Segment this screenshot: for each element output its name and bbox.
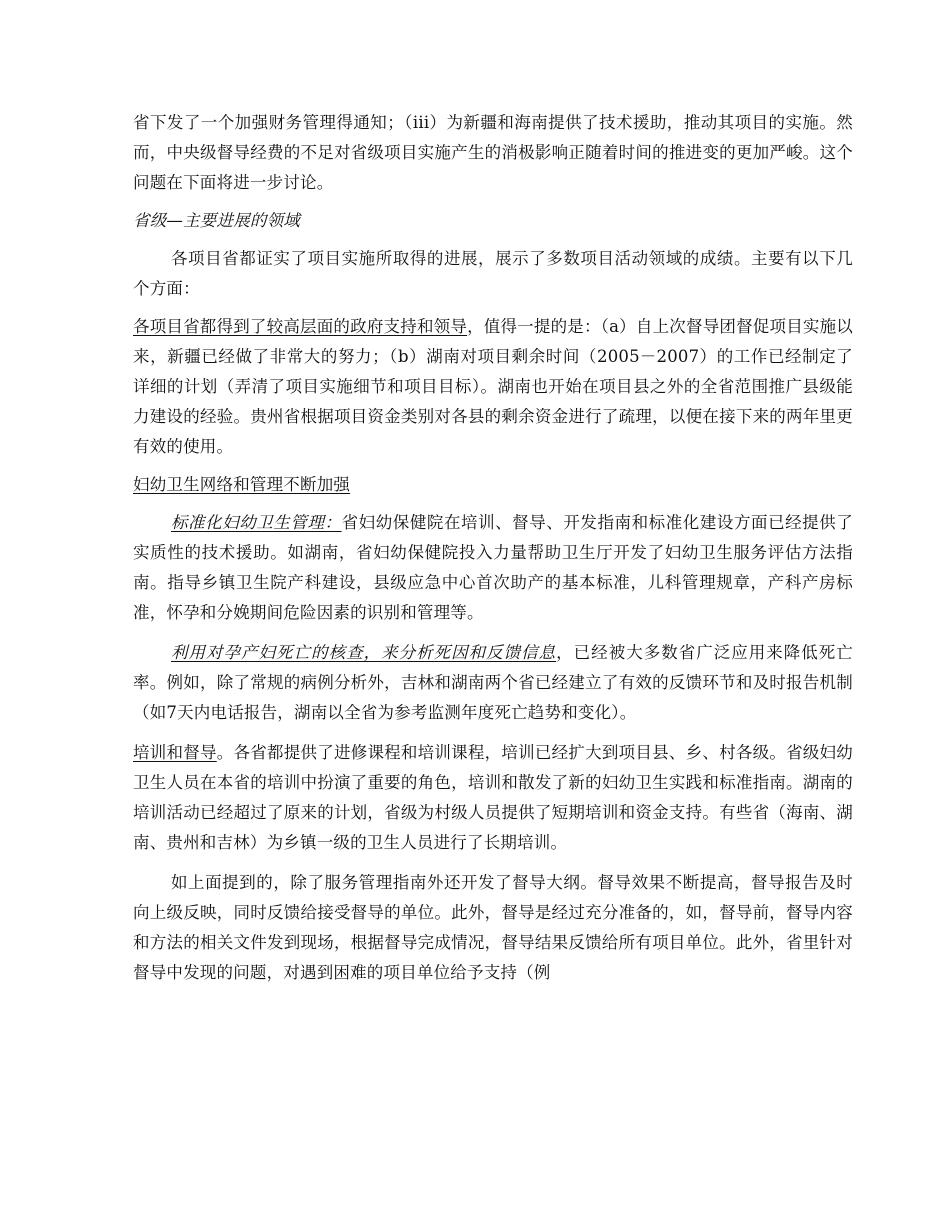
- paragraph-supervision-outline: 如上面提到的，除了服务管理指南外还开发了督导大纲。督导效果不断提高，督导报告及时向上级反映，同时反馈给接受督导的单位。此外，督导是经过充分准备的，如，督导前，督导内容和方法的相关文件发到现场，根据督导完成情况，督导结果反馈给所有项目单位。此外，省里针对督导中发现的问题，对遇到困难的项目单位给予支持（例: [133, 873, 853, 982]
- paragraph-maternal-death-review: [133, 638, 853, 728]
- paragraph-standardized-management-text: 省妇幼保健院在培训、督导、开发指南和标准化建设方面已经提供了实质性的技术援助。如湖南，省妇幼保健院投入力量帮助卫生厅开发了妇幼卫生服务评估方法指南。指导乡镇卫生院产科建设，县级应急中心首次助产的基本标准，儿科管理规章，产科产房标准，怀孕和分娩期间危险因素的识别和管理等。: [133, 513, 854, 622]
- underlined-heading-government-support: 各项目省都得到了较高层面的政府支持和领导: [133, 317, 468, 336]
- paragraph-training-supervision-text: 。各省都提供了进修课程和培训课程，培训已经扩大到项目县、乡、村各级。省级妇幼卫生人员在本省的培训中扮演了重要的角色，培训和散发了新的妇幼卫生实践和标准指南。湖南的培训活动已经超过了原来的计划，省级为村级人员提供了短期培训和资金支持。有些省（海南、湖南、贵州和吉林）为乡镇一级的卫生人员进行了长期培训。: [133, 743, 853, 852]
- paragraph-training-supervision: [133, 738, 853, 858]
- italic-heading-standardized-management: 标准化妇幼卫生管理：: [171, 513, 342, 532]
- paragraph-maternal-death-review-text: ，已经被大多数省广泛应用来降低死亡率。例如，除了常规的病例分析外，吉林和湖南两个省已经建立了有效的反馈环节和及时报告机制（如7天内电话报告，湖南以全省为参考监测年度死亡趋势和变化）。: [133, 643, 853, 722]
- underlined-heading-training-supervision: 培训和督导: [133, 743, 217, 762]
- paragraph-government-support-text: ，值得一提的是：（a）自上次督导团督促项目实施以来，新疆已经做了非常大的努力；（b）湖南对项目剩余时间（2005－2007）的工作已经制定了详细的计划（弄清了项目实施细节和项目目标）。湖南也开始在项目县之外的全省范围推广县级能力建设的经验。贵州省根据项目资金类别对各县的剩余资金进行了疏理，以便在接下来的两年里更有效的使用。: [133, 317, 854, 456]
- paragraph-standardized-management: [133, 508, 853, 628]
- paragraph-continued: 省下发了一个加强财务管理得通知；（iii）为新疆和海南提供了技术援助，推动其项目的实施。然而，中央级督导经费的不足对省级项目实施产生的消极影响正随着时间的推进变的更加严峻。这个问题在下面将进一步讨论。: [133, 113, 853, 192]
- italic-heading-maternal-death-review: 利用对孕产妇死亡的核查，来分析死因和反馈信息: [171, 643, 557, 662]
- section-heading-mch-network: 妇幼卫生网络和管理不断加强: [133, 475, 351, 494]
- paragraph-government-support: [133, 312, 853, 462]
- document-page: [133, 108, 853, 988]
- paragraph-progress-intro: 各项目省都证实了项目实施所取得的进展，展示了多数项目活动领域的成绩。主要有以下几个方面：: [133, 249, 853, 298]
- section-heading-provincial-progress: 省级—主要进展的领域: [133, 211, 300, 230]
